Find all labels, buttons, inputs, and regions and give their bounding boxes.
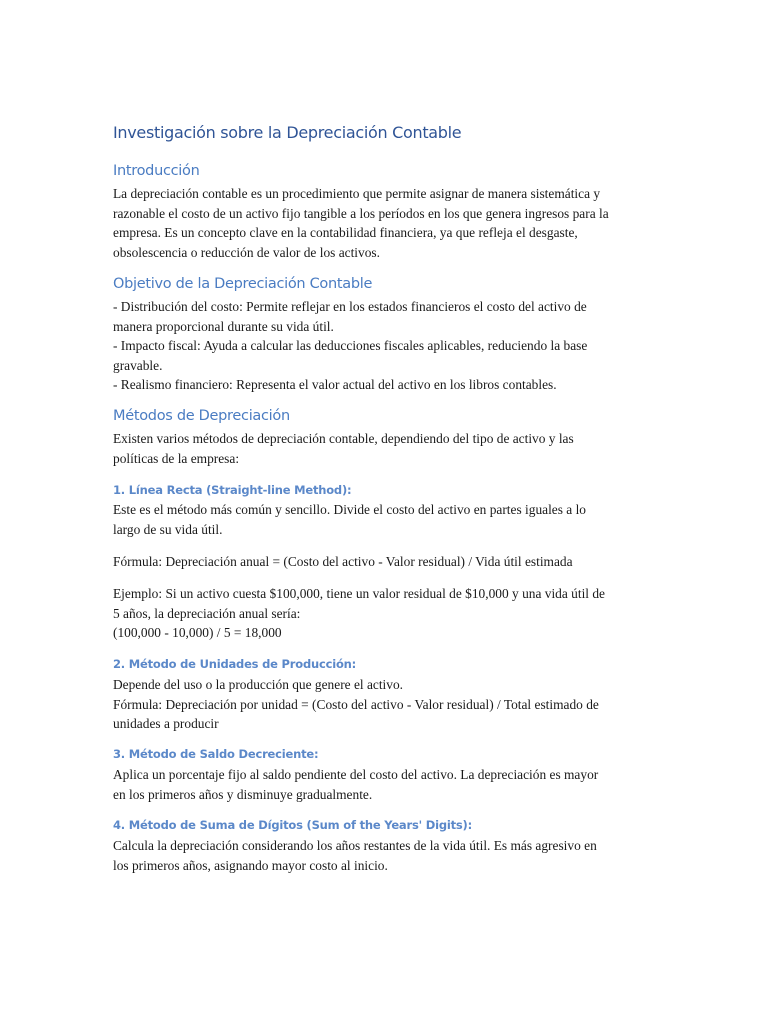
text-line: - Realismo financiero: Representa el valor actual del activo en los libros contables. [113,377,557,392]
text-line: manera proporcional durante su vida útil. [113,318,334,334]
text-line: Este es el método más común y sencillo. Divide el costo del activo en partes iguales a lo [113,502,587,517]
text-line: los primeros años, asignando mayor costo al inicio. [113,857,388,873]
paragraph-objective [113,297,658,395]
paragraph-sum-of-digits [113,836,658,875]
heading-methods: Métodos de Depreciación [113,408,290,424]
text-line: Existen varios métodos de depreciación contable, dependiendo del tipo de activo y las [113,431,574,446]
text-line: (100,000 - 10,000) / 5 = 18,000 [113,625,282,640]
formula-straight-line [113,552,658,572]
heading-objective: Objetivo de la Depreciación Contable [113,276,373,292]
text-line: Depende del uso o la producción que genere el activo. [113,677,404,692]
text-line: Aplica un porcentaje fijo al saldo pendiente del costo del activo. La depreciación es mayor [113,767,599,782]
text-line: obsolescencia o reducción de valor de los activos. [113,244,380,260]
text-line: unidades a producir [113,716,219,731]
paragraph-introduction [113,184,658,262]
text-line: Fórmula: Depreciación por unidad = (Costo del activo - Valor residual) / Total estimado de [113,696,599,712]
text-line: Fórmula: Depreciación anual = (Costo del activo - Valor residual) / Vida útil estimada [113,554,573,569]
text-line: en los primeros años y disminuye gradualmente. [113,786,373,802]
text-line: 5 años, la depreciación anual sería: [113,605,301,621]
text-line: políticas de la empresa: [113,450,240,466]
paragraph-methods [113,429,658,468]
text-line: Calcula la depreciación considerando los años restantes de la vida útil. Es más agresivo en [113,838,597,853]
text-line: Ejemplo: Si un activo cuesta $100,000, tiene un valor residual de $10,000 y una vida útil de [113,586,606,601]
heading-units-of-production: 2. Método de Unidades de Producción: [113,657,357,671]
text-line: razonable el costo de un activo fijo tangible a los períodos en los que genera ingresos para la [113,205,609,221]
text-line: empresa. Es un concepto clave en la contabilidad financiera, ya que refleja el desgaste, [113,225,578,240]
heading-introduction: Introducción [113,163,200,179]
text-line: La depreciación contable es un procedimiento que permite asignar de manera sistemática y [113,186,601,201]
document-title: Investigación sobre la Depreciación Contable [113,123,462,142]
text-line: largo de su vida útil. [113,521,223,537]
text-line: gravable. [113,357,163,373]
text-line: - Impacto fiscal: Ayuda a calcular las deducciones fiscales aplicables, reduciendo la base [113,338,588,353]
paragraph-straight-line [113,500,658,539]
paragraph-declining-balance [113,765,658,804]
heading-sum-of-digits: 4. Método de Suma de Dígitos (Sum of the Years' Digits): [113,818,472,832]
text-line: - Distribución del costo: Permite reflejar en los estados financieros el costo del activo de [113,299,587,314]
example-straight-line [113,584,658,643]
paragraph-units-of-production [113,675,658,734]
heading-declining-balance: 3. Método de Saldo Decreciente: [113,747,319,761]
heading-straight-line: 1. Línea Recta (Straight-line Method): [113,483,352,497]
